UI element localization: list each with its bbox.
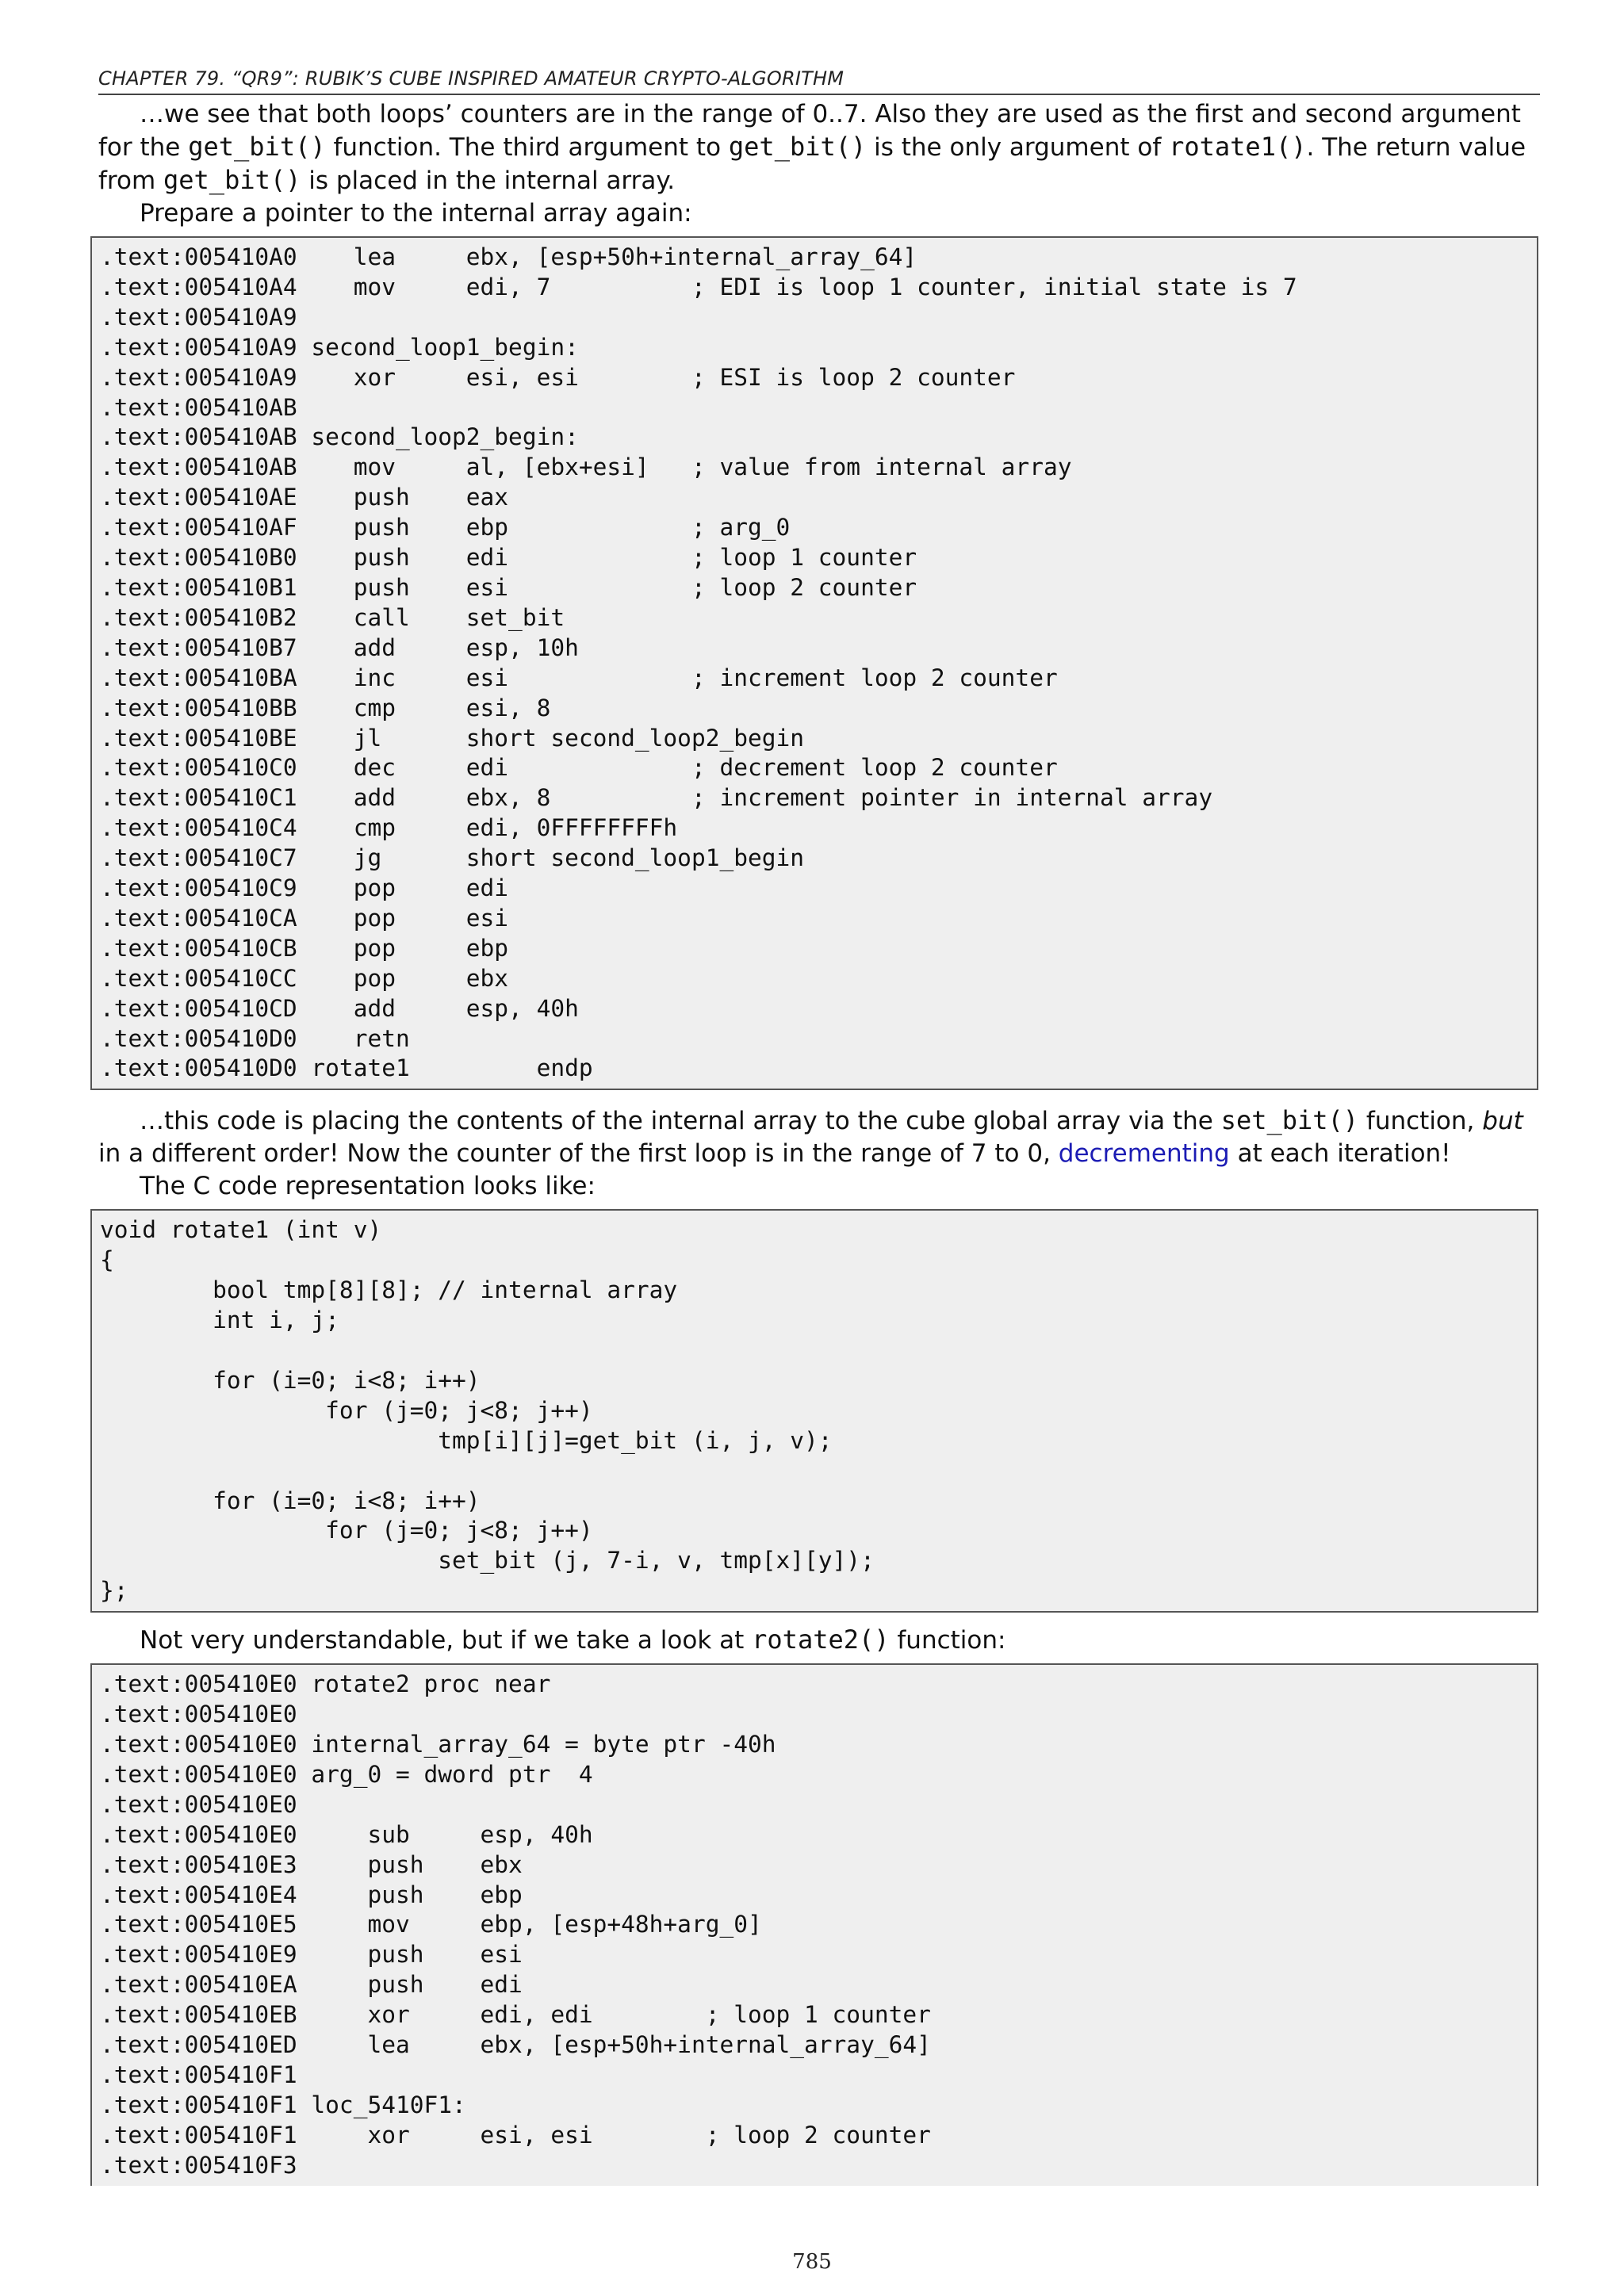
inline-code-set-bit: set_bit(): [1220, 1105, 1359, 1136]
link-decrementing[interactable]: decrementing: [1058, 1139, 1230, 1169]
text-run: is placed in the internal array.: [301, 166, 676, 195]
code-listing-rotate2-asm: [90, 1663, 1538, 2185]
text-run: is the only argument of: [866, 133, 1170, 162]
text-run: function:: [889, 1626, 1006, 1655]
page-number: 785: [792, 2250, 832, 2274]
paragraph-rotate2-intro: [98, 1624, 1540, 1657]
text-run: …this code is placing the contents of the internal array to the cube global array via the: [140, 1107, 1221, 1136]
text-run: function. The third argument to: [325, 133, 729, 162]
paragraph-loops-explanation: [98, 98, 1540, 197]
text-run: …we see that both loops’ counters are in the range of 0..7. Also they are used as the first and second argument for the: [98, 100, 1521, 162]
inline-code-get-bit: get_bit(): [188, 132, 326, 162]
emphasis-but: but: [1482, 1107, 1523, 1136]
paragraph-set-bit-explanation: [98, 1104, 1540, 1170]
code-text: .text:005410A0 lea ebx, [esp+50h+internal_array_64] .text:005410A4 mov edi, 7 ; EDI is loop 1 counter, initial state is 7 .text:005410A9 .text:005410A9 second_loop1_begin: .text:005410A9 xor esi, esi ; ESI is loop 2 counter .text:005410AB .text:005410AB second_loop2_begin: .text:005410AB mov al, [ebx+esi] ; value from internal array .text:005410AE push eax .text:005410AF push ebp ; arg_0 .text:005410B0 push edi ; loop 1 counter .text:005410B1 push esi ; loop 2 counter .text:005410B2 call set_bit .text:005410B7 add esp, 10h .text:005410BA inc esi ; increment loop 2 counter .text:005410BB cmp esi, 8 .text:005410BE jl short second_loop2_begin .text:005410C0 dec edi ; decrement loop 2 counter .text:005410C1 add ebx, 8 ; increment pointer in internal array .text:005410C4 cmp edi, 0FFFFFFFFh .text:005410C7 jg short second_loop1_begin .text:005410C9 pop edi .text:005410CA pop esi .text:005410CB pop ebp .text:005410CC pop ebx .text:005410CD add esp, 40h .text:005410D0 retn .text:005410D0 rotate1 endp: [100, 243, 1297, 1082]
inline-code-rotate1: rotate1(): [1169, 132, 1307, 162]
paragraph-c-code-intro: The C code representation looks like:: [140, 1172, 596, 1201]
inline-code-rotate2: rotate2(): [752, 1624, 890, 1655]
code-listing-rotate1-asm: [90, 236, 1538, 1090]
inline-code-get-bit: get_bit(): [728, 132, 867, 162]
code-listing-rotate1-c: [90, 1209, 1538, 1613]
text-run: function,: [1358, 1107, 1483, 1136]
text-run: Not very understandable, but if we take a look at: [140, 1626, 753, 1655]
chapter-header: CHAPTER 79. “QR9”: RUBIK’S CUBE INSPIRED AMATEUR CRYPTO-ALGORITHM: [98, 67, 1540, 95]
inline-code-get-bit: get_bit(): [163, 165, 301, 195]
code-text: .text:005410E0 rotate2 proc near .text:005410E0 .text:005410E0 internal_array_64 = byte ptr -40h .text:005410E0 arg_0 = dword ptr 4 .text:005410E0 .text:005410E0 sub esp, 40h .text:005410E3 push ebx .text:005410E4 push ebp .text:005410E5 mov ebp, [esp+48h+arg_0] .text:005410E9 push esi .text:005410EA push edi .text:005410EB xor edi, edi ; loop 1 counter .text:005410ED lea ebx, [esp+50h+internal_array_64] .text:005410F1 .text:005410F1 loc_5410F1: .text:005410F1 xor esi, esi ; loop 2 counter .text:005410F3: [100, 1670, 931, 2179]
text-run: at each iteration!: [1229, 1139, 1451, 1169]
paragraph-prepare-pointer: Prepare a pointer to the internal array again:: [140, 199, 692, 228]
code-text: void rotate1 (int v) { bool tmp[8][8]; // internal array int i, j; for (i=0; i<8; i++) for (j=0; j<8; j++) tmp[i][j]=get_bit (i, j, v); for (i=0; i<8; i++) for (j=0; j<8; j++) set_bit (j, 7-i, v, tmp[x][y]); };: [100, 1216, 875, 1605]
text-run: in a different order! Now the counter of the first loop is in the range of 7 to 0,: [98, 1139, 1059, 1169]
text-run: . The return value from: [98, 133, 1526, 195]
page-body: [98, 67, 1540, 2186]
